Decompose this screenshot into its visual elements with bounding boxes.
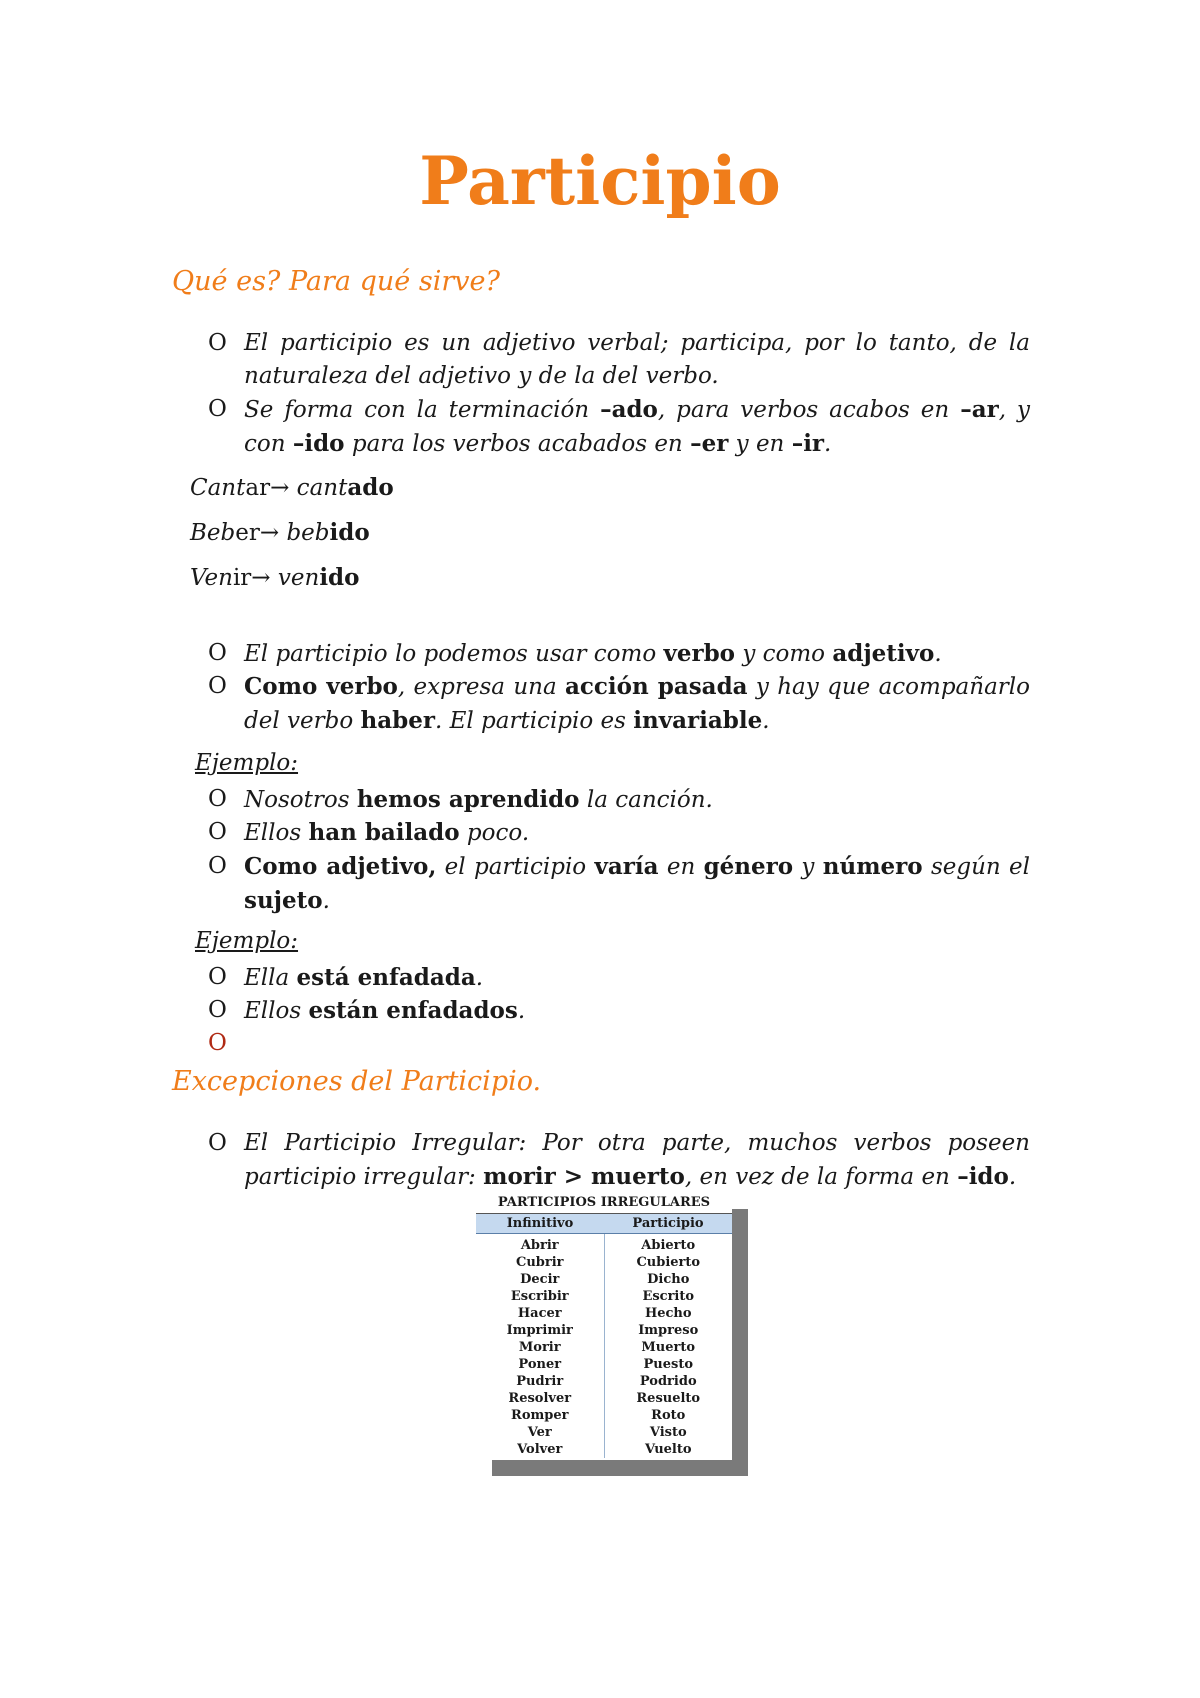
bullet-icon: O: [208, 786, 227, 812]
bullet-text: Ella está enfadada.: [244, 964, 484, 991]
bullet-icon: O: [208, 1030, 227, 1056]
list-item: [208, 994, 1030, 1028]
header-infinitivo: Infinitivo: [506, 1216, 574, 1231]
bullet-icon: O: [208, 640, 227, 666]
table-cell: Cubierto: [636, 1255, 701, 1270]
table-cell: Podrido: [639, 1374, 697, 1389]
bullet-text: Nosotros hemos aprendido la canción.: [244, 786, 713, 813]
list-item: [208, 961, 1030, 995]
bullet-text: Se forma con la terminación –ado, para verbos acabos en –ar, y con –ido para los verbos acabados en –er y en –ir.: [244, 396, 1030, 457]
table-cell: Dicho: [647, 1272, 690, 1287]
arrow-icon: →: [251, 565, 271, 591]
bullet-text: El participio lo podemos usar como verbo y como adjetivo.: [244, 640, 942, 667]
bullet-icon: O: [208, 1130, 227, 1156]
table-cell: Volver: [517, 1442, 563, 1457]
table-cell: Romper: [511, 1408, 569, 1423]
table-cell: Morir: [518, 1340, 561, 1355]
bullet-text: Ellos están enfadados.: [244, 997, 526, 1024]
table-columns: [476, 1234, 732, 1458]
table-cell: Abierto: [641, 1238, 696, 1253]
list-item: [208, 670, 1030, 738]
bullet-icon: O: [208, 819, 227, 845]
table-cell: Abrir: [520, 1238, 559, 1253]
section-heading-excepciones: Excepciones del Participio.: [172, 1066, 542, 1097]
bullet-icon: O: [208, 964, 227, 990]
bullet-icon: O: [208, 673, 227, 699]
table-cell: Ver: [527, 1425, 552, 1440]
irregular-participles-table: [476, 1193, 732, 1460]
list-item: [208, 783, 1030, 817]
example-cantar: Cantar→ cantado: [190, 474, 394, 501]
list-item: [208, 327, 1030, 393]
table-cell: Pudrir: [516, 1374, 564, 1389]
list-item: [208, 850, 1030, 918]
table-cell: Resolver: [508, 1391, 572, 1406]
page-title: Participio: [419, 142, 781, 220]
bullet-icon: O: [208, 997, 227, 1023]
table-cell: Muerto: [641, 1340, 696, 1355]
ejemplo-label: Ejemplo:: [195, 928, 299, 954]
table-cell: Resuelto: [636, 1391, 701, 1406]
bullet-icon: O: [208, 330, 227, 356]
table-header-row: [476, 1214, 732, 1234]
bullet-text: El participio es un adjetivo verbal; participa, por lo tanto, de la naturaleza del adjetivo y de la del verbo.: [244, 330, 1030, 389]
bullet-text: El Participio Irregular: Por otra parte, muchos verbos poseen participio irregular: morir > muerto, en vez de la forma en –ido.: [244, 1130, 1030, 1190]
table-cell: Puesto: [643, 1357, 693, 1372]
ejemplo-label: Ejemplo:: [195, 750, 299, 776]
table-cell: Impreso: [638, 1323, 699, 1338]
list-item: [208, 637, 1030, 671]
example-beber: Beber→ bebido: [190, 519, 370, 546]
arrow-icon: →: [259, 520, 280, 546]
participio-column: [605, 1234, 733, 1458]
section-heading-que-es: Qué es? Para qué sirve?: [172, 266, 500, 297]
table-cell: Hacer: [517, 1306, 562, 1321]
table-cell: Roto: [651, 1408, 686, 1423]
table-cell: Decir: [520, 1272, 560, 1287]
table-title: PARTICIPIOS IRREGULARES: [476, 1193, 732, 1214]
bullet-text: Como adjetivo, el participio varía en género y número según el sujeto.: [244, 853, 1030, 914]
table-cell: Poner: [518, 1357, 562, 1372]
table-body: [476, 1193, 732, 1460]
table-cell: Escribir: [510, 1289, 569, 1304]
example-venir: Venir→ venido: [190, 564, 360, 591]
arrow-icon: →: [270, 475, 290, 501]
bullet-icon: O: [208, 396, 227, 422]
table-cell: Imprimir: [506, 1323, 573, 1338]
header-participio: Participio: [632, 1216, 704, 1231]
table-cell: Visto: [649, 1425, 687, 1440]
table-cell: Vuelto: [644, 1442, 692, 1457]
list-item: [208, 393, 1030, 461]
bullet-text: Ellos han bailado poco.: [244, 819, 530, 846]
table-cell: Escrito: [642, 1289, 695, 1304]
bullet-icon: O: [208, 853, 227, 879]
list-item: [208, 816, 1030, 850]
list-item: [208, 1127, 1030, 1194]
table-cell: Cubrir: [515, 1255, 564, 1270]
bullet-text: Como verbo, expresa una acción pasada y hay que acompañarlo del verbo haber. El participio es invariable.: [244, 673, 1030, 734]
table-cell: Hecho: [644, 1306, 692, 1321]
infinitivo-column: [476, 1234, 605, 1458]
